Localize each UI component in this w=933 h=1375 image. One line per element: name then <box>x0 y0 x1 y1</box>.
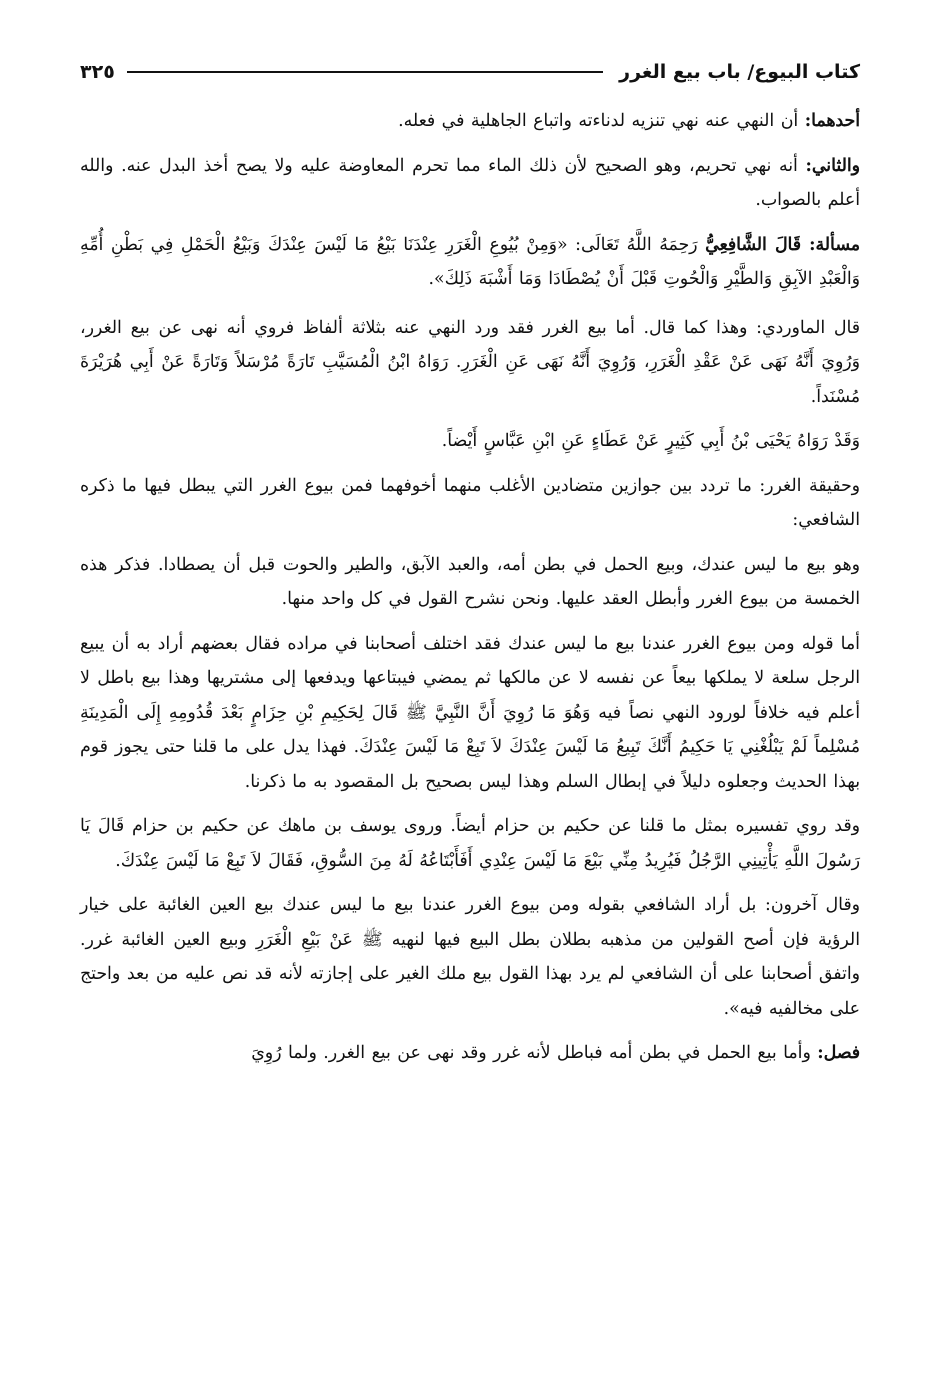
paragraph-text: وهو بيع ما ليس عندك، وبيع الحمل في بطن أمه، والعبد الآبق، والطير والحوت قبل أن يصطادا. فذكر هذه الخمسة من بيوع الغرر وأبطل العقد عليها. ونحن نشرح القول في كل واحد منها. <box>80 554 860 609</box>
paragraph-gharar-definition <box>80 469 860 538</box>
paragraph-hakim-hadith <box>80 809 860 878</box>
page-header <box>80 52 860 92</box>
paragraph-text: أما قوله ومن بيوع الغرر عندنا بيع ما ليس عندك فقد اختلف أصحابنا في مراده فقال بعضهم أراد به أن يبيع الرجل سلعة لا يملكها بيعاً عن نفسه لا عن مالكها ثم يمضي فيبتاعها ويدفعها إلى مشتريها وهذا بيع باطل لا أعلم فيه خلافاً لورود النهي نصاً فيه وَهُوَ مَا رُوِيَ أَنَّ النَّبِيَّ ﷺ قَالَ لِحَكِيمِ بْنِ حِزَامٍ بَعْدَ قُدُومِهِ إِلَى الْمَدِينَةِ مُسْلِماً لَمْ يَبْلُغْنِي يَا حَكِيمُ أَنَّكَ تَبِيعُ مَا لَيْسَ عِنْدَكَ لاَ تَبِعْ مَا لَيْسَ عِنْدَكَ. فهذا يدل على ما قلنا حتى يجوز قوم بهذا الحديث وجعلوه دليلاً في إبطال السلم وهذا ليس بصحيح بل المقصود به ما ذكرنا. <box>80 633 860 792</box>
paragraph-lead: والثاني: <box>805 155 860 176</box>
running-title: كتاب البيوع/ باب بيع الغرر <box>619 61 860 83</box>
paragraph-second-opinion <box>80 149 860 218</box>
paragraph-text: وأما بيع الحمل في بطن أمه فباطل لأنه غرر وقد نهى عن بيع الغرر. ولما رُوِيَ <box>251 1043 818 1063</box>
book-page <box>80 52 860 1342</box>
paragraph-five-sales <box>80 548 860 617</box>
paragraph-first-opinion <box>80 104 860 139</box>
paragraph-masala <box>80 228 860 297</box>
paragraph-narration <box>80 424 860 459</box>
page-body <box>80 104 860 1071</box>
paragraph-mawardi <box>80 311 860 415</box>
paragraph-lead: أحدهما: <box>804 111 860 131</box>
paragraph-text: أنه نهي تحريم، وهو الصحيح لأن ذلك الماء مما تحرم المعاوضة عليه ولا يصح أخذ البدل عنه. والله أعلم بالصواب. <box>80 155 860 210</box>
paragraph-text: رَحِمَهُ اللَّهُ تَعَالَى: «وَمِنْ بُيُوعِ الْغَرَرِ عِنْدَنَا بَيْعُ مَا لَيْسَ عِنْدَكَ وَبَيْعُ الْحَمْلِ فِي بَطْنِ أُمِّهِ وَالْعَبْدِ الآبِقِ وَالطَّيْرِ وَالْحُوتِ قَبْلَ أَنْ يُصْطَادَا وَمَا أَشْبَهَ ذَلِكَ». <box>80 234 860 289</box>
page-number: ٣٢٥ <box>80 61 115 83</box>
header-rule <box>127 71 603 73</box>
paragraph-lead: مسألة: قَالَ الشَّافِعِيُّ <box>705 234 860 255</box>
paragraph-text: أن النهي عنه نهي تنزيه لدناءته واتباع الجاهلية في فعله. <box>398 111 805 131</box>
paragraph-text: وقال آخرون: بل أراد الشافعي بقوله ومن بيوع الغرر عندنا بيع ما ليس عندك بيع العين الغائبة على خيار الرؤية فإن أصح القولين من مذهبه بطلان بطل البيع فيها لنهيه ﷺ عَنْ بَيْعِ الْغَرَرِ وبيع العين الغائبة غرر. واتفق أصحابنا على أن الشافعي لم يرد بهذا القول بيع ملك الغير على إجازته لأنه قد نص عليه من بعد واحتج على مخالفيه فيه». <box>80 895 860 1019</box>
paragraph-lead: فصل: <box>817 1043 860 1063</box>
paragraph-text: وحقيقة الغرر: ما تردد بين جوازين متضادين الأغلب منهما أخوفهما فمن بيوع الغرر التي يبطل فيها ما ذكره الشافعي: <box>80 475 860 530</box>
paragraph-fasl <box>80 1036 860 1071</box>
paragraph-text: وقد روي تفسيره بمثل ما قلنا عن حكيم بن حزام أيضاً. وروى يوسف بن ماهك عن حكيم بن حزام قَالَ يَا رَسُولَ اللَّهِ يَأْتِينِي الرَّجُلُ فَيُرِيدُ مِنِّي بَيْعَ مَا لَيْسَ عِنْدِي أَفَأَبْتَاعُهُ لَهُ مِنَ السُّوقِ، فَقَالَ لاَ تَبِعْ مَا لَيْسَ عِنْدَكَ. <box>80 816 860 871</box>
paragraph-others-opinion <box>80 888 860 1026</box>
paragraph-text: قال الماوردي: وهذا كما قال. أما بيع الغرر فقد ورد النهي عنه بثلاثة ألفاظ فروي أنه نهى عن بيع الغرر، وَرُوِيَ أَنَّهُ نَهَى عَنْ عَقْدِ الْغَرَرِ، وَرُوِيَ أَنَّهُ نَهَى عَنِ الْغَرَرِ. رَوَاهُ ابْنُ الْمُسَيَّبِ تَارَةً مُرْسَلاً وَتَارَةً عَنْ أَبِي هُرَيْرَةَ مُسْنَداً. <box>80 317 860 407</box>
paragraph-text: وَقَدْ رَوَاهُ يَحْيَى بْنُ أَبِي كَثِيرٍ عَنْ عَطَاءٍ عَنِ ابْنِ عَبَّاسٍ أَيْضاً. <box>441 431 860 451</box>
paragraph-selling-not-owned <box>80 627 860 800</box>
